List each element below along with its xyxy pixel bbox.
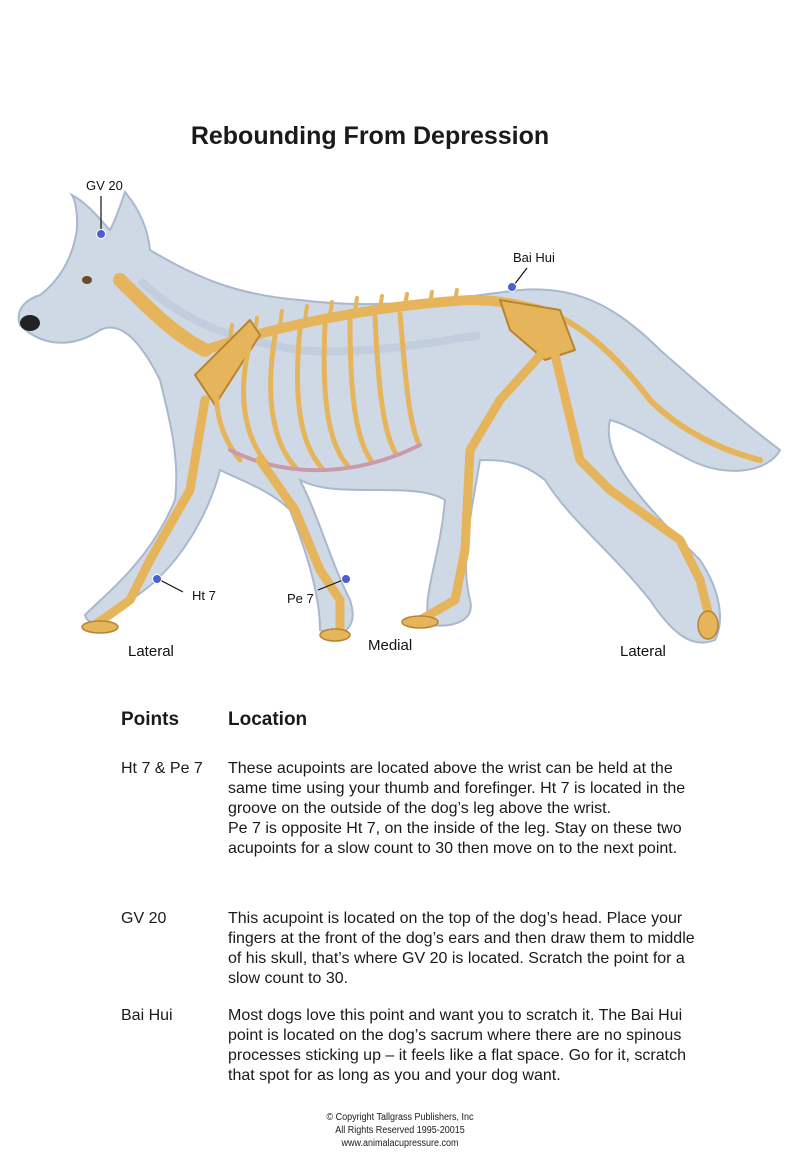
eye <box>82 276 92 284</box>
points-column-header: Points <box>121 709 180 730</box>
description-paragraph: This acupoint is located on the top of the dog’s head. Place your fingers at the front of the dog’s ears and then draw them to middle of his skull, that’s where GV 20 is located. Scratch the point for a slow count to 30. <box>228 910 695 987</box>
description-paragraph: Pe 7 is opposite Ht 7, on the inside of the leg. Stay on these two acupoints for a slow count to 30 then move on to the next point. <box>228 820 682 857</box>
pe7-point-dot <box>342 575 351 584</box>
point-description <box>228 1006 698 1086</box>
website-link[interactable]: www.animalacupressure.com <box>341 1138 459 1149</box>
view-label-medial: Medial <box>368 637 413 654</box>
description-paragraph: These acupoints are located above the wrist can be held at the same time using your thumb and forefinger. Ht 7 is located in the groove on the outside of the dog’s leg above the wrist. <box>228 760 686 817</box>
pe7-label: Pe 7 <box>287 591 314 606</box>
location-column-header: Location <box>228 709 308 730</box>
gv20-label: GV 20 <box>86 178 123 193</box>
point-description <box>228 909 698 989</box>
ht7-label: Ht 7 <box>192 588 216 603</box>
point-name: Bai Hui <box>121 1007 173 1024</box>
gv20-point-dot <box>97 230 106 239</box>
copyright-line: © Copyright Tallgrass Publishers, Inc <box>326 1112 474 1123</box>
point-description <box>228 759 698 859</box>
description-paragraph: Most dogs love this point and want you to scratch it. The Bai Hui point is located on the dog’s sacrum where there are no spinous processes sticking up – it feels like a flat space. Go for it, scratch that spot for as long as you and your dog want. <box>228 1007 686 1084</box>
view-label-lateral-front: Lateral <box>128 643 174 660</box>
bai-hui-label: Bai Hui <box>513 250 555 265</box>
view-label-lateral-hind: Lateral <box>620 643 666 660</box>
point-name: GV 20 <box>121 910 167 927</box>
copyright-footer <box>0 1111 800 1150</box>
nose <box>20 315 40 331</box>
bai-hui-point-dot <box>508 283 517 292</box>
point-name: Ht 7 & Pe 7 <box>121 760 203 777</box>
page-title: Rebounding From Depression <box>190 122 550 150</box>
dog-skeleton-illustration <box>0 160 800 680</box>
rights-line: All Rights Reserved 1995-20015 <box>335 1125 465 1136</box>
ht7-point-dot <box>153 575 162 584</box>
